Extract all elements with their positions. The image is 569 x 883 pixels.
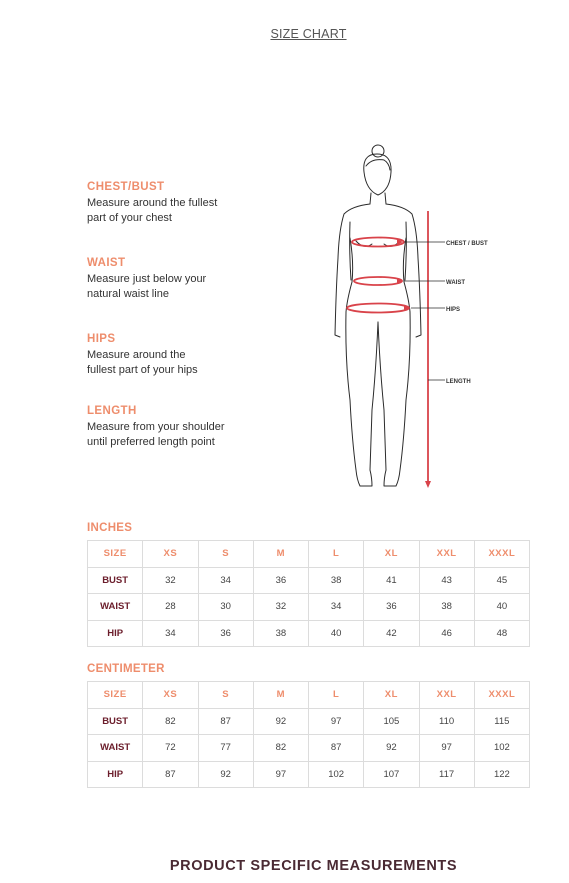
table-cell: 32: [253, 594, 308, 621]
table-cell: 115: [474, 708, 529, 735]
table-cell: 38: [253, 620, 308, 647]
table-cell: 102: [309, 761, 364, 788]
row-label: HIP: [88, 761, 143, 788]
table-header-cell: S: [198, 541, 253, 568]
guide-heading: WAIST: [87, 257, 126, 269]
table-cell: 97: [309, 708, 364, 735]
row-label: BUST: [88, 567, 143, 594]
table-header-cell: SIZE: [88, 682, 143, 709]
table-cell: 82: [253, 735, 308, 762]
table-cell: 38: [419, 594, 474, 621]
table-header-cell: M: [253, 682, 308, 709]
centimeter-size-table: [87, 681, 530, 788]
table-cell: 97: [253, 761, 308, 788]
table-cell: 34: [309, 594, 364, 621]
guide-text-line: Measure from your shoulder: [87, 421, 225, 433]
table-header-cell: XXXL: [474, 541, 529, 568]
row-label: HIP: [88, 620, 143, 647]
table-header-cell: SIZE: [88, 541, 143, 568]
inches-heading: INCHES: [87, 522, 133, 534]
table-cell: 34: [198, 567, 253, 594]
table-cell: 36: [198, 620, 253, 647]
table-cell: 87: [143, 761, 198, 788]
table-row: [88, 620, 530, 647]
table-header-cell: L: [309, 682, 364, 709]
table-cell: 48: [474, 620, 529, 647]
table-cell: 92: [364, 735, 419, 762]
guide-heading: CHEST/BUST: [87, 181, 165, 193]
table-cell: 46: [419, 620, 474, 647]
guide-heading: HIPS: [87, 333, 116, 345]
table-header-row: [88, 682, 530, 709]
guide-chest-bust: [87, 181, 287, 226]
table-header-cell: S: [198, 682, 253, 709]
table-header-cell: XL: [364, 541, 419, 568]
table-header-cell: XXL: [419, 682, 474, 709]
guide-hips: [87, 333, 287, 378]
guide-waist: [87, 257, 287, 302]
guide-length: [87, 405, 287, 450]
table-cell: 32: [143, 567, 198, 594]
table-header-cell: L: [309, 541, 364, 568]
table-cell: 38: [309, 567, 364, 594]
table-header-cell: XXXL: [474, 682, 529, 709]
figure-label-waist: WAIST: [446, 280, 465, 286]
table-cell: 43: [419, 567, 474, 594]
table-cell: 41: [364, 567, 419, 594]
table-cell: 97: [419, 735, 474, 762]
body-measurement-figure: [300, 135, 520, 495]
table-cell: 45: [474, 567, 529, 594]
table-row: [88, 708, 530, 735]
table-cell: 92: [198, 761, 253, 788]
table-row: [88, 761, 530, 788]
row-label: WAIST: [88, 594, 143, 621]
table-cell: 122: [474, 761, 529, 788]
table-cell: 92: [253, 708, 308, 735]
table-row: [88, 594, 530, 621]
centimeter-heading: CENTIMETER: [87, 663, 165, 675]
guide-text-line: Measure around the: [87, 349, 186, 361]
table-cell: 34: [143, 620, 198, 647]
table-header-cell: XS: [143, 541, 198, 568]
table-cell: 36: [253, 567, 308, 594]
table-cell: 82: [143, 708, 198, 735]
figure-label-hips: HIPS: [446, 307, 461, 313]
table-cell: 36: [364, 594, 419, 621]
figure-label-chest: CHEST / BUST: [446, 241, 488, 247]
table-cell: 30: [198, 594, 253, 621]
table-cell: 28: [143, 594, 198, 621]
table-cell: 72: [143, 735, 198, 762]
guide-text-line: fullest part of your hips: [87, 364, 198, 376]
inches-size-table: [87, 540, 530, 647]
table-header-row: [88, 541, 530, 568]
table-header-cell: M: [253, 541, 308, 568]
figure-label-length: LENGTH: [446, 379, 471, 385]
table-cell: 105: [364, 708, 419, 735]
guide-text-line: part of your chest: [87, 212, 172, 224]
row-label: WAIST: [88, 735, 143, 762]
table-cell: 107: [364, 761, 419, 788]
size-chart-title[interactable]: SIZE CHART: [270, 27, 347, 41]
table-cell: 110: [419, 708, 474, 735]
table-row: [88, 735, 530, 762]
guide-heading: LENGTH: [87, 405, 137, 417]
product-specific-measurements-heading: PRODUCT SPECIFIC MEASUREMENTS: [169, 858, 458, 874]
table-cell: 42: [364, 620, 419, 647]
guide-text-line: natural waist line: [87, 288, 169, 300]
guide-text-line: Measure just below your: [87, 273, 207, 285]
table-cell: 87: [198, 708, 253, 735]
guide-text-line: until preferred length point: [87, 436, 215, 448]
table-header-cell: XS: [143, 682, 198, 709]
table-cell: 40: [474, 594, 529, 621]
row-label: BUST: [88, 708, 143, 735]
table-cell: 117: [419, 761, 474, 788]
table-cell: 40: [309, 620, 364, 647]
guide-text-line: Measure around the fullest: [87, 197, 218, 209]
table-cell: 87: [309, 735, 364, 762]
table-header-cell: XL: [364, 682, 419, 709]
table-cell: 77: [198, 735, 253, 762]
table-header-cell: XXL: [419, 541, 474, 568]
table-cell: 102: [474, 735, 529, 762]
table-row: [88, 567, 530, 594]
